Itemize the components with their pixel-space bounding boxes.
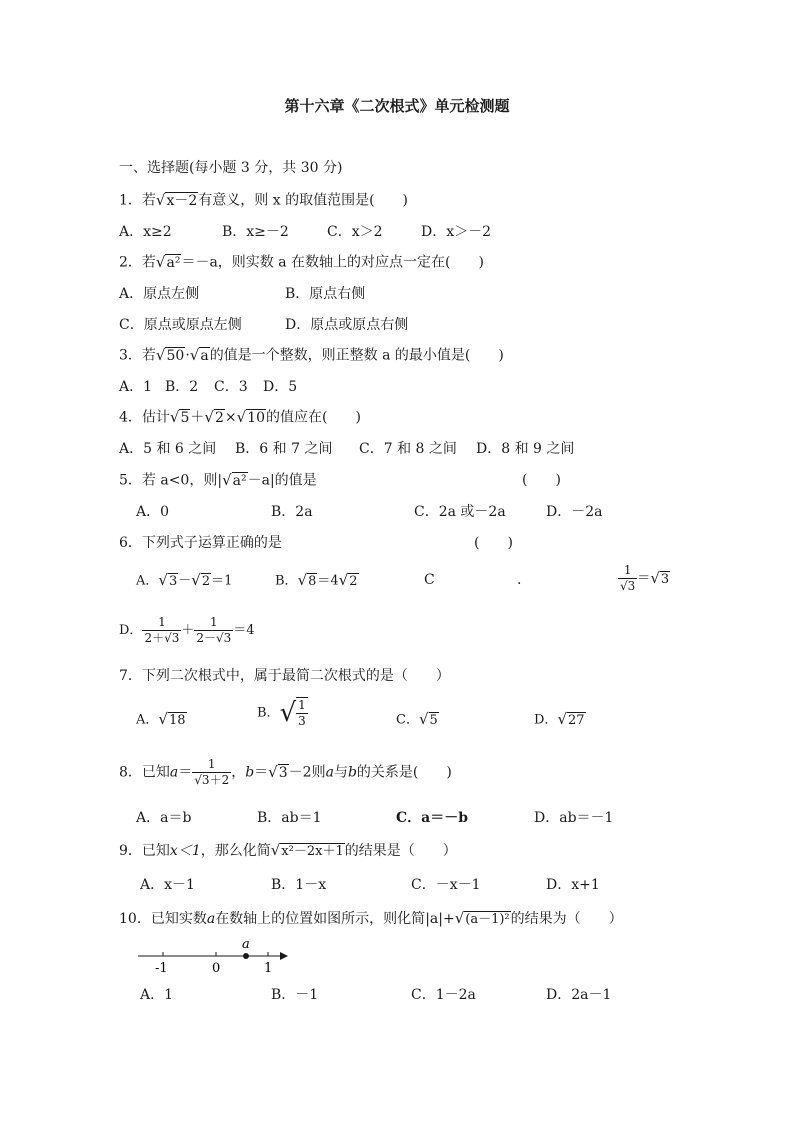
q4-option-c: C．7 和 8 之间 [359,441,457,457]
q4-times: × [224,409,237,426]
q10-abs: |a|+ [425,911,455,927]
q8-stem-pre: 8．已知 [119,764,170,781]
q4-radicand-2: 2 [214,410,224,426]
axis-label-minus-1: -1 [155,961,168,976]
q5-option-b: B．2a [271,504,313,520]
q4-stem-pre: 4．估计 [119,409,170,426]
q8-b-var-2: b [347,764,357,781]
q9-stem-mid: ，那么化简 [200,843,271,859]
q7-option-d [534,709,586,731]
q4-radicand-1: 5 [180,410,190,426]
q5-stem-pre: 5．若 a<0，则| [119,472,223,489]
q6-option-d [119,615,255,646]
q6-d-den-2: 2－√3 [196,631,232,645]
q10-option-b: B．－1 [271,987,319,1003]
q4-radicand-3: 10 [247,410,266,426]
number-line [130,936,300,978]
q1-stem-pre: 1．若 [119,192,156,209]
q3-stem-pre: 3．若 [119,347,156,364]
q7-b-radical-sign: √ [279,698,297,728]
q6-a-radicand-1: 3 [168,574,178,589]
q4-option-d: D．8 和 9 之间 [476,441,575,457]
q7-a-radical: √18 [158,710,186,728]
q7-a-radicand: 18 [168,713,186,728]
q6-a-eq: ＝1 [211,573,233,589]
q2-option-b: B．原点右侧 [285,286,366,302]
q10-stem-pre: 10．已知实数 [119,911,207,927]
q8-stem-post-3: 的关系是( ) [356,764,452,781]
q6-d-num-2: 1 [210,615,218,629]
q10-option-a: A．1 [140,987,174,1003]
q8-stem-post-1: 则 [311,764,326,781]
q3-option-a: A．1 [119,379,153,395]
q6-c-radicand: 3 [660,571,670,587]
q3-option-c: C．3 [214,379,248,395]
point-a-label: a [242,937,250,952]
q6-d-eq: ＝4 [233,623,255,638]
q10-stem-mid: 在数轴上的位置如图所示，则化简 [215,911,426,927]
q1-option-a: A．x≥2 [119,224,172,240]
q6-option-a [136,570,232,592]
q6-b-radical-2: √2 [338,571,358,589]
q1-radical: √x－2 [155,191,198,209]
q9-radicand: x²－2x＋1 [281,844,344,859]
q8-a-var: a [169,764,179,781]
q9-option-b: B．1－x [271,877,327,893]
q4-option-b: B．6 和 7 之间 [235,441,333,457]
q3-radicand-1: 50 [166,348,185,364]
q7-d-radical: √27 [557,710,585,728]
q6-d-plus: ＋ [181,623,195,638]
q8-frac-den: √3＋2 [194,773,230,787]
q6-c-eq: ＝ [637,571,651,586]
q6-c-den: 3 [627,579,636,593]
q3-option-d: D．5 [263,379,298,395]
q8-b-var: b [245,764,255,781]
q7-d-label: D． [534,712,558,728]
q8-stem-post-2: 与 [333,764,348,781]
q10-option-c: C．1－2a [411,987,476,1003]
q7-b-num: 1 [298,698,306,712]
q9-option-d: D．x+1 [546,877,600,893]
q3-radicand-2: a [200,348,209,364]
q8-a-var-2: a [325,764,334,781]
q6-a-radical-2: √2 [191,571,211,589]
q3-radical-2: √a [189,346,209,364]
q8-option-a: A．a＝b [136,810,192,826]
q6-c-dot: . [517,572,522,588]
q6-d-den-1: 2＋√3 [144,631,180,645]
question-2 [119,252,484,273]
q3-dot: · [185,347,190,364]
q6-option-b [275,570,359,592]
section-header: 一、选择题(每小题 3 分，共 30 分) [119,160,343,176]
q9-stem-pre: 9．已知 [119,843,170,859]
q2-stem-post: ＝－a，则实数 a 在数轴上的对应点一定在( ) [181,254,484,271]
question-9 [119,840,457,862]
q4-plus: ＋ [190,409,205,426]
q10-option-d: D．2a－1 [546,987,612,1003]
q5-radicand: a² [232,473,247,489]
q7-b-fraction [296,697,308,729]
q10-radical: √(a－1)² [454,909,510,927]
axis-label-0: 0 [212,961,221,976]
question-3 [119,345,504,366]
q6-c-radical: √3 [650,568,670,587]
q1-radicand: x－2 [166,193,198,209]
q7-option-c [396,709,439,731]
q7-b-label: B． [257,705,280,721]
q8-b-radicand: 3 [278,765,288,781]
q7-a-label: A． [136,712,159,728]
q6-b-eq: ＝4 [317,573,339,589]
question-1 [119,190,408,211]
q5-option-d: D．－2a [546,504,603,520]
q8-fraction [192,757,231,788]
q8-b-radical: √3 [268,763,288,781]
q7-c-radical: √5 [418,710,438,728]
q1-stem-post: 有意义，则 x 的取值范围是( ) [198,192,409,209]
q1-option-b: B．x≥－2 [222,224,289,240]
q6-b-radicand-2: 2 [349,574,358,589]
q6-c-label: C [424,572,435,588]
q6-a-minus: － [178,573,192,589]
q6-d-fraction-1 [142,615,181,646]
q2-option-d: D．原点或原点右侧 [285,317,409,333]
q7-c-label: C． [396,712,419,728]
q5-stem-mid: －a|的值是 [247,472,317,489]
q6-d-num-1: 1 [158,615,166,629]
q5-answer-paren: ( ) [522,472,561,488]
q10-radicand: (a－1)² [465,912,510,927]
q3-radical-1: √50 [155,346,185,364]
q6-b-radical-1: √8 [297,571,317,589]
q6-answer-paren: ( ) [474,535,513,551]
q6-d-label: D． [119,623,143,638]
axis-label-1: 1 [264,961,273,976]
question-4 [119,407,361,428]
q7-c-radicand: 5 [429,713,438,728]
q4-radical-1: √5 [169,408,190,426]
q8-option-d: D．ab＝－1 [534,810,614,826]
q8-eq-1: ＝ [178,764,193,781]
point-a [243,953,249,959]
q6-option-c-expr [618,563,670,594]
page-title: 第十六章《二次根式》单元检测题 [284,97,510,115]
q8-comma: ， [231,764,246,781]
q9-option-c: C．－x－1 [411,877,481,893]
question-5 [119,470,317,491]
q9-radical: √x²－2x＋1 [270,841,344,859]
q7-option-a [136,709,187,731]
q9-stem-post: 的结果是（ ） [344,843,457,859]
q9-cond: x＜1 [169,843,201,859]
q6-d-fraction-2 [194,615,233,646]
q5-option-c: C．2a 或－2a [414,504,506,520]
axis-arrow [280,952,288,960]
q10-a-var: a [206,911,216,927]
q7-b-den: 3 [298,714,306,728]
question-10 [119,908,623,930]
q8-frac-num: 1 [207,757,216,771]
q5-radical: √a² [222,471,247,489]
q7-d-radicand: 27 [568,713,585,728]
q6-c-num: 1 [623,563,632,577]
q9-option-a: A．x－1 [140,877,195,893]
q5-option-a: A．0 [136,504,170,520]
q1-option-c: C．x＞2 [327,224,383,240]
q2-option-c: C．原点或原点左侧 [119,317,242,333]
q8-b-tail: －2 [288,764,312,781]
q4-radical-2: √2 [204,408,224,426]
q4-radical-3: √10 [236,408,266,426]
q3-option-b: B．2 [165,379,199,395]
q6-c-fraction [618,563,637,594]
q4-option-a: A．5 和 6 之间 [119,441,217,457]
q8-option-b: B．ab＝1 [257,810,322,826]
q2-stem-pre: 2．若 [119,254,156,271]
q6-b-radicand-1: 8 [308,574,317,589]
q2-radical: √a² [155,253,181,271]
q10-stem-post: 的结果为（ ） [510,911,623,927]
q6-a-radical-1: √3 [158,571,178,589]
q1-option-d: D．x＞－2 [421,224,492,240]
q7-option-b [257,697,308,729]
question-8 [119,757,452,788]
q2-radicand: a² [166,255,181,271]
q4-stem-post: 的值应在( ) [266,409,361,426]
q8-option-c: C．a＝－b [396,810,469,826]
q6-a-label: A． [136,573,159,589]
question-6: 6．下列式子运算正确的是 [119,535,282,551]
q6-c-den-wrap: √3 [620,579,636,593]
q6-b-label: B． [275,573,298,589]
q3-stem-post: 的值是一个整数，则正整数 a 的最小值是( ) [209,347,504,364]
question-7: 7．下列二次根式中，属于最简二次根式的是（ ） [119,668,450,684]
q2-option-a: A．原点左侧 [119,286,200,302]
q8-eq-2: ＝ [254,764,269,781]
q6-a-radicand-2: 2 [201,574,211,589]
